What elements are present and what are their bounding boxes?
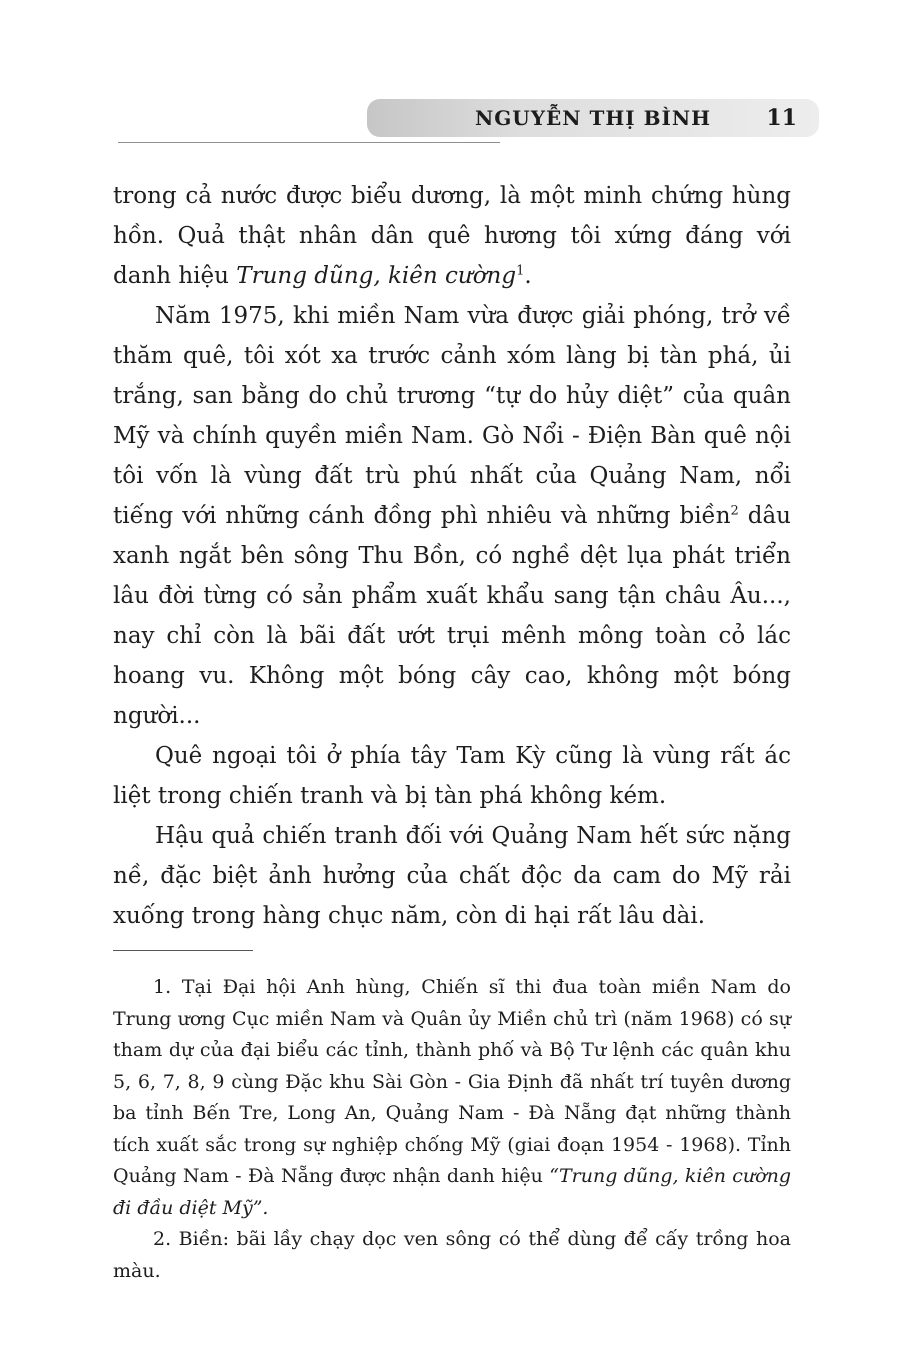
paragraph-1 <box>113 176 791 296</box>
footnote-2 <box>113 1224 791 1287</box>
footnote-1-text: 1. Tại Đại hội Anh hùng, Chiến sĩ thi đua toàn miền Nam do Trung ương Cục miền Nam và Quân ủy Miền chủ trì (năm 1968) có sự tham dự của đại biểu các tỉnh, thành phố và Bộ Tư lệnh các quân khu 5, 6, 7, 8, 9 cùng Đặc khu Sài Gòn - Gia Định đã nhất trí tuyên dương ba tỉnh Bến Tre, Long An, Quảng Nam - Đà Nẵng đạt những thành tích xuất sắc trong sự nghiệp chống Mỹ (giai đoạn 1954 - 1968). Tỉnh Quảng Nam - Đà Nẵng được nhận danh hiệu <box>113 976 791 1187</box>
paragraph-2 <box>113 296 791 736</box>
footnote-1 <box>113 972 791 1224</box>
footnote-separator <box>113 950 253 951</box>
footnote-1-italic: “Trung dũng, kiên cường đi đầu diệt Mỹ”. <box>113 1165 791 1219</box>
paragraph-1-text: trong cả nước được biểu dương, là một minh chứng hùng hồn. Quả thật nhân dân quê hương tôi xứng đáng với danh hiệu <box>113 183 791 289</box>
footnote-ref-1: 1 <box>516 263 525 279</box>
paragraph-4-text: Hậu quả chiến tranh đối với Quảng Nam hết sức nặng nề, đặc biệt ảnh hưởng của chất độc da cam do Mỹ rải xuống trong hàng chục năm, còn di hại rất lâu dài. <box>113 823 791 929</box>
page-number: 11 <box>766 105 797 131</box>
footnotes <box>113 972 791 1287</box>
footnote-2-text: 2. Biền: bãi lầy chạy dọc ven sông có thể dùng để cấy trồng hoa màu. <box>113 1228 791 1282</box>
body-text <box>113 176 791 936</box>
running-header <box>367 99 819 137</box>
paragraph-3 <box>113 736 791 816</box>
header-rule <box>118 142 500 143</box>
running-header-title: NGUYỄN THỊ BÌNH <box>474 106 712 130</box>
paragraph-2-text-b: dâu xanh ngắt bên sông Thu Bồn, có nghề dệt lụa phát triển lâu đời từng có sản phẩm xuất khẩu sang tận châu Âu..., nay chỉ còn là bãi đất ướt trụi mênh mông toàn cỏ lác hoang vu. Không một bóng cây cao, không một bóng người... <box>113 503 791 729</box>
paragraph-1-end: . <box>524 263 532 289</box>
paragraph-4 <box>113 816 791 936</box>
footnote-ref-2: 2 <box>730 503 739 519</box>
paragraph-1-italic: Trung dũng, kiên cường <box>236 263 517 289</box>
paragraph-2-text-a: Năm 1975, khi miền Nam vừa được giải phóng, trở về thăm quê, tôi xót xa trước cảnh xóm làng bị tàn phá, ủi trắng, san bằng do chủ trương “tự do hủy diệt” của quân Mỹ và chính quyền miền Nam. Gò Nổi - Điện Bàn quê nội tôi vốn là vùng đất trù phú nhất của Quảng Nam, nổi tiếng với những cánh đồng phì nhiêu và những biền <box>113 303 791 529</box>
paragraph-3-text: Quê ngoại tôi ở phía tây Tam Kỳ cũng là vùng rất ác liệt trong chiến tranh và bị tàn phá không kém. <box>113 743 791 809</box>
